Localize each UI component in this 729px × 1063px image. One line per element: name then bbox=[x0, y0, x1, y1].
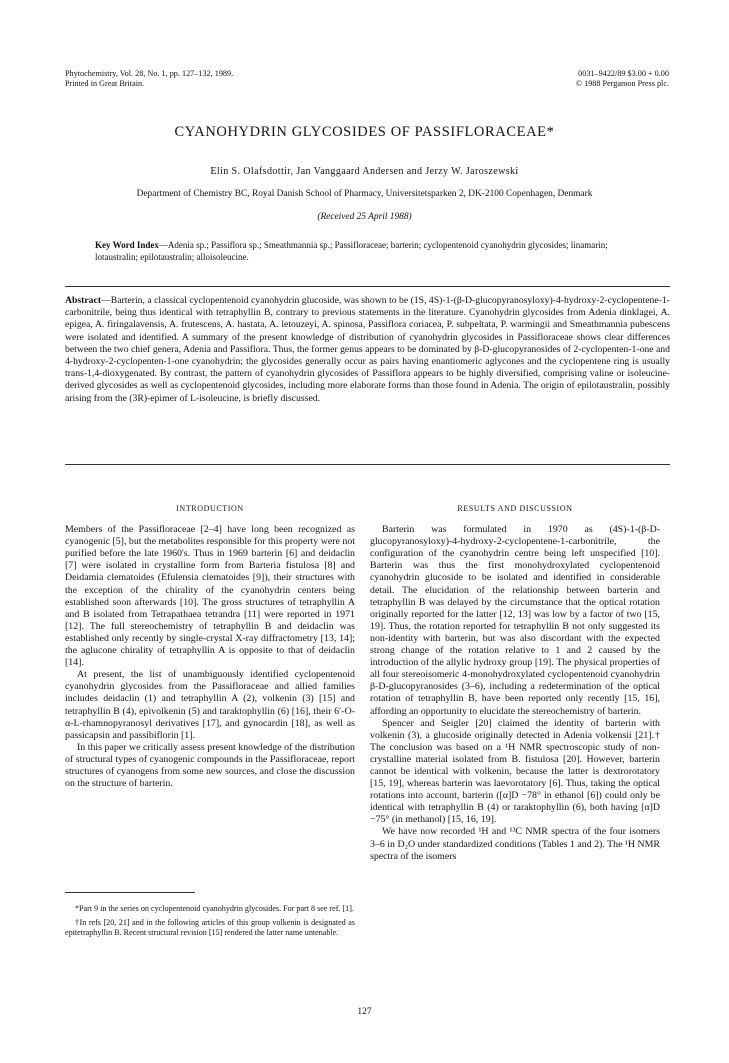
results-paragraph: Spencer and Seigler [20] claimed the identity of barterin with volkenin (3), a glucoside originally detected in Adenia volkensii [21].† The conclusion was based on a ¹H NMR spectroscopic study of non-crystalline material isolated from B. fistulosa [20]. However, barterin cannot be identical with volkenin, because the latter is dextrorotatory [15, 19], whereas barterin was laevorotatory [6]. Thus, taking the optical rotations into account, barterin ([α]D −78° in ethanol [6]) could only be identical with tetraphyllin B (4) or taraktophyllin (6), both having [α]D −75° (in methanol) [15, 16, 19]. bbox=[370, 717, 660, 826]
footnote-rule bbox=[65, 892, 195, 893]
received-date: (Received 25 April 1988) bbox=[317, 212, 412, 222]
paper-title: CYANOHYDRIN GLYCOSIDES OF PASSIFLORACEAE* bbox=[174, 124, 555, 140]
abstract-label: Abstract bbox=[65, 295, 102, 306]
printed-line: Printed in Great Britain. bbox=[65, 79, 145, 88]
footnote: †In refs [20, 21] and in the following articles of this group volkenin is designated as epitetraphyllin B. Recent structural revision [15] rendered the latter name untenable. bbox=[65, 917, 355, 938]
abstract-text: —Barterin, a classical cyclopentenoid cyanohydrin glucoside, was shown to be (1S, 4S)-1-(β-D-glucopyranosyloxy)-4-hydroxy-2-cyclopentene-1-carbonitrile, being thus identical with tetraphyllin B, contrary to previous statements in the literature. Cyanohydrin glycosides from Adenia dinklagei, A. epigea, A. firingalavensis, A. frutescens, A. hastata, A. letouzeyi, A. spinosa, Passiflora coriacea, P. subpeltata, P. warmingii and Smeathmannia pubescens were isolated and identified. A summary of the present knowledge of distribution of cyanohydrin glycosides in Passifloraceae shows clear differences between the two chief genera, Adenia and Passiflora. Thus, the former genus appears to be dominated by β-D-glucopyranosides of 2-cyclopenten-1-one and 4-hydroxy-2-cyclopenten-1-one cyanohydrin; the glycosides generally occur as pairs having enantiomeric aglycones and the cyclopentene ring is usually trans-1,4-dioxygenated. By contrast, the pattern of cyanohydrin glycosides of Passiflora appears to be highly diversified, comprising valine or isoleucine-derived glycosides as well as cyclopentenoid glycosides, including more elaborate forms than those found in Adenia. The origin of epilotaustralin, possibly arising from the (3R)-epimer of L-isoleucine, is briefly discussed. bbox=[65, 295, 670, 404]
journal-line: Phytochemistry, Vol. 28, No. 1, pp. 127–132, 1989. bbox=[65, 69, 234, 78]
left-column bbox=[65, 503, 355, 790]
right-column bbox=[370, 503, 660, 863]
abstract-bottom-rule bbox=[65, 464, 670, 465]
keyword-index bbox=[95, 239, 640, 263]
keyword-text: —Adenia sp.; Passiflora sp.; Smeathmannia sp.; Passifloraceae; barterin; cyclopentenoid cyanohydrin glycosides; linamarin; lotaustralin; epilotaustralin; alloisoleucine. bbox=[95, 240, 608, 262]
footnotes bbox=[65, 904, 355, 942]
results-heading: RESULTS AND DISCUSSION bbox=[457, 504, 573, 513]
affiliation: Department of Chemistry BC, Royal Danish School of Pharmacy, Universitetsparken 2, DK-2100 Copenhagen, Denmark bbox=[136, 189, 593, 199]
journal-citation bbox=[65, 69, 233, 89]
results-paragraph: Barterin was formulated in 1970 as (4S)-1-(β-D-glucopyranosyloxy)-4-hydroxy-2-cyclopentene-1-carbonitrile, the configuration of the cyanohydrin centre being left unspecified [10]. Barterin was thus the first monohydroxylated cyclopentenoid cyanohydrin glucoside to be isolated and identified in considerable detail. The elucidation of the relationship between barterin and tetraphyllin B was delayed by the circumstance that the optical rotation originally reported for the latter [12, 13] was low by a factor of two [15, 19]. Thus, the rotation reported for tetraphyllin B not only suggested its non-identity with barterin, but was also discordant with the expected strong change of the rotation relative to 1 and 2 caused by the introduction of the allylic hydroxy group [19]. The physical properties of all four stereoisomeric 4-monohydroxylated cyclopentenoid cyanohydrin β-D-glucopyranosides (3–6), including a redetermination of the optical rotation of tetraphyllin B, have been reported only recently [15, 16], affording an opportunity to elucidate the stereochemistry of barterin. bbox=[370, 524, 660, 717]
results-paragraph: We have now recorded ¹H and ¹³C NMR spectra of the four isomers 3–6 in D₂O under standardized conditions (Tables 1 and 2). The ¹H NMR spectra of the isomers bbox=[370, 826, 660, 862]
issn-code: 0031–9422/89 $3.00 + 0.00 bbox=[578, 69, 669, 78]
copyright-block bbox=[576, 69, 669, 89]
copyright-line: © 1988 Pergamon Press plc. bbox=[575, 79, 669, 88]
introduction-heading: INTRODUCTION bbox=[176, 504, 244, 513]
page-number: 127 bbox=[357, 1007, 372, 1017]
intro-paragraph: Members of the Passifloraceae [2–4] have long been recognized as cyanogenic [5], but the metabolites responsible for this property were not purified before the late 1960's. Thus in 1969 barterin [6] and deidaclin [7] were isolated in crystalline form from Barteria fistulosa [8] and Deidamia clematoides (Efulensia clematoides [9]), their structures with the exception of the chirality of the cyanohydrin centers being established soon afterwards [10]. The gross structures of tetraphyllin A and B isolated from Tetrapathaea tetrandra [11] were reported in 1971 [12]. The full stereochemistry of tetraphyllin B and deidaclin was established only recently by single-crystal X-ray diffractometry [13, 14]; the aglucone chirality of tetraphyllin A is opposite to that of deidaclin [14]. bbox=[65, 524, 355, 669]
footnote: *Part 9 in the series on cyclopentenoid cyanohydrin glycosides. For part 8 see ref. [1]. bbox=[75, 904, 354, 913]
abstract bbox=[65, 295, 670, 405]
intro-paragraph: In this paper we critically assess present knowledge of the distribution of structural types of cyanogenic compounds in the Passifloraceae, report structures of cyanogens from some new sources, and close the discussion on the structure of barterin. bbox=[65, 741, 355, 790]
intro-paragraph: At present, the list of unambiguously identified cyclopentenoid cyanohydrin glycosides from the Passifloraceae and allied families includes deidaclin (1) and tetraphyllin A (2), volkenin (3) [15] and tetraphyllin B (4), epivolkenin (5) and taraktophyllin (6) [16], their 6′-O-α-L-rhamnopyranosyl derivatives [17], and gynocardin [18], as well as passicapsin and passibiflorin [1]. bbox=[65, 669, 355, 741]
keyword-label: Key Word Index bbox=[95, 240, 159, 250]
author-list: Elin S. Olafsdottir, Jan Vanggaard Andersen and Jerzy W. Jaroszewski bbox=[210, 166, 519, 177]
abstract-top-rule bbox=[65, 286, 670, 287]
